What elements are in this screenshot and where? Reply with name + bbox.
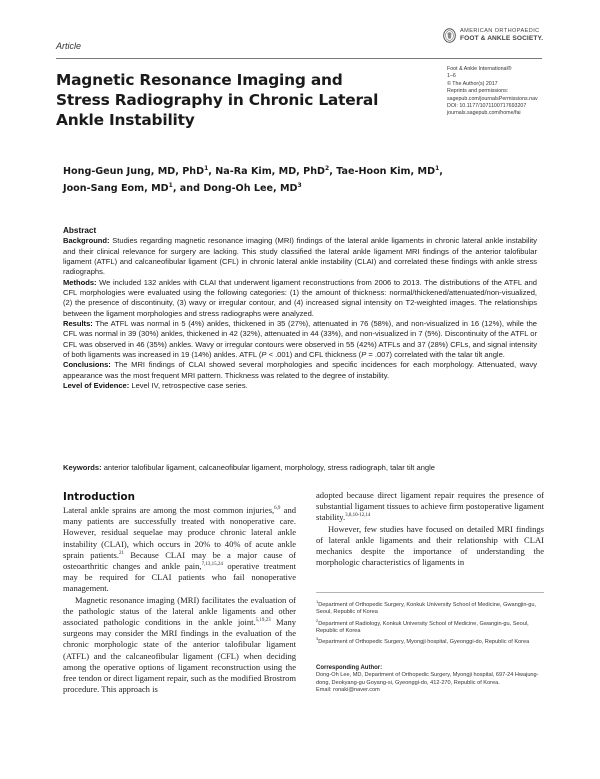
text: Because CLAI may be a major cause of osteoarthritic changes and ankle pain,	[63, 549, 296, 572]
affiliation	[316, 635, 544, 646]
society-seal-icon	[443, 28, 456, 43]
abstract-methods	[63, 278, 537, 319]
level-text: Level IV, retrospective case series.	[131, 381, 248, 391]
author-separator: ,	[439, 166, 443, 178]
text: Lateral ankle sprains are among the most common injuries,	[63, 505, 275, 515]
affiliation-mark: 1	[204, 165, 209, 172]
abstract-conclusions	[63, 360, 537, 381]
keywords	[63, 463, 543, 473]
affiliation	[316, 617, 544, 636]
results-text: = .007) correlated with the talar tilt angle.	[366, 350, 505, 360]
text: Magnetic resonance imaging (MRI) facilitates the evaluation of the pathologic status of the lateral ankle ligaments and other associated pathologic conditions in the ankle joint.	[63, 594, 296, 628]
paragraph	[63, 505, 296, 595]
conclusions-label: Conclusions:	[63, 360, 111, 370]
article-type-label: Article	[56, 41, 82, 51]
corresponding-author	[316, 665, 544, 695]
doi-link[interactable]: DOI: 10.1177/1071100717693207	[447, 103, 527, 110]
citation[interactable]: 3,8,10-12,14	[345, 513, 371, 519]
paragraph	[63, 595, 296, 696]
title-line: Stress Radiography in Chronic Lateral	[56, 91, 379, 109]
permissions-link[interactable]: sagepub.com/journalsPermissions.nav	[447, 95, 538, 102]
affiliation-text: Department of Radiology, Konkuk University School of Medicine, Gwangin-gu, Seoul, Republic of Korea	[316, 620, 529, 634]
author-separator: ,	[329, 166, 337, 178]
results-label: Results:	[63, 319, 93, 329]
corresponding-email[interactable]: Email: ronaki@naver.com	[316, 687, 380, 694]
keywords-label: Keywords:	[63, 463, 102, 472]
affiliation	[316, 598, 544, 617]
conclusions-text: The MRI findings of CLAI showed several morphologies and specific incidences for each morphology. Attenuated, wavy appearance was the most frequent MRI pattern. Thickness was related to the degree of instability.	[63, 360, 537, 380]
citation[interactable]: 5,19,23	[255, 618, 271, 624]
author-name: Tae-Hoon Kim, MD	[336, 166, 436, 178]
abstract-background	[63, 236, 537, 277]
affiliation-text: Department of Orthopedic Surgery, Konkuk University School of Medicine, Gwangjin-gu, Seoul, Republic of Korea	[316, 601, 537, 616]
journal-info	[447, 66, 538, 118]
author-separator: ,	[208, 166, 216, 178]
copyright: © The Author(s) 2017	[447, 80, 498, 87]
paragraph	[316, 490, 544, 524]
citation[interactable]: 21	[118, 550, 124, 556]
text: adopted because direct ligament repair requires the presence of substantial ligament tissues to achieve firm postoperative ligament stability.	[316, 490, 544, 523]
reprints-label: Reprints and permissions:	[447, 88, 509, 95]
affiliations	[316, 598, 544, 647]
text: Many surgeons may consider the MRI findings in the evaluation of the chronic morphologic state of the anterior talofibular ligament (ATFL) and the calcaneofibular ligament (CFL) when deciding among the operative options of ligament reconstruction using the free tendon or direct ligament repair, such as the modified Brostrom procedure. This approach is	[63, 617, 297, 695]
title-line: Magnetic Resonance Imaging and	[56, 71, 343, 89]
keywords-text: anterior talofibular ligament, calcaneofibular ligament, morphology, stress radiograph, talar tilt angle	[103, 463, 435, 472]
affiliation-number: 3	[316, 636, 319, 642]
logo-line-1: AMERICAN ORTHOPAEDIC	[460, 28, 540, 34]
abstract-heading: Abstract	[63, 226, 97, 235]
author-name: Dong-Oh Lee, MD	[203, 183, 298, 195]
author-name: Joon-Sang Eom, MD	[63, 183, 169, 195]
methods-text: We included 132 ankles with CLAI that underwent ligament reconstructions from 2006 to 2013. The distributions of the ATFL and CFL morphologies were evaluated using the following categories: (1) the amount of thickness: normal/thickened/attenuated/non-visualized, (2) the presence of discontinuity, (3) wavy or irregular contour, and (4) increased signal intensity on T2-weighted images. The relationships between the ligament morphologies and stress radiographs were analyzed.	[63, 277, 537, 318]
article-title	[56, 70, 386, 130]
affiliation-mark: 1	[435, 165, 440, 172]
introduction-heading: Introduction	[63, 491, 135, 503]
paragraph: However, few studies have focused on detailed MRI findings of lateral ankle ligaments and their relationship with CLAI mechanics despite the importance of understanding the morphologic characteristics of ligaments in	[316, 523, 544, 568]
abstract-results	[63, 319, 537, 360]
background-label: Background:	[63, 236, 110, 246]
affiliation-mark: 1	[168, 182, 173, 190]
results-text: < .001) and CFL thickness (	[266, 350, 362, 360]
body-column-right	[316, 490, 544, 568]
affiliation-mark: 2	[325, 165, 330, 172]
background-text: Studies regarding magnetic resonance imaging (MRI) findings of the lateral ankle ligaments in chronic lateral ankle instability and their clinical relevance for surgery are lacking. This study classified the lateral ankle ligament MRI findings of the anterior talofibular ligament (ATFL) and calcaneofibular ligament (CFL) in chronic lateral ankle instability (CLAI) and correlated these findings with ankle stress radiographs.	[63, 236, 537, 277]
society-logo	[443, 27, 543, 43]
p-value-symbol: P	[261, 350, 267, 360]
journal-home-link[interactable]: journals.sagepub.com/home/fai	[447, 110, 521, 117]
logo-line-2: FOOT & ANKLE SOCIETY.	[460, 35, 544, 42]
citation[interactable]: 6,9	[274, 506, 281, 512]
affiliation-mark: 3	[297, 182, 302, 190]
citation[interactable]: 7,13,15,24	[201, 562, 223, 568]
abstract	[63, 226, 537, 392]
header-divider	[56, 58, 542, 59]
methods-label: Methods:	[63, 277, 97, 287]
text: operative treatment may be required for CLAI patients who fail nonoperative management.	[63, 561, 296, 594]
results-text: The ATFL was normal in 5 (4%) ankles, thickened in 35 (27%), attenuated in 76 (58%), and non-visualized in 16 (12%), while the CFL was normal in 39 (30%) ankles, thickened in 42 (32%), attenuated in 44 (33%), and non-visualized in 7 (5%). Discontinuity of the ATFL or CFL was observed in 46 (35%) ankles. Wavy or irregular contours were observed in 55 (42%) ATFLs and 37 (28%) CFLs, and signal intensity of both ligaments was increased in 19 (14%) ankles. ATFL (	[63, 319, 537, 360]
page-range: 1–6	[447, 73, 456, 80]
corresponding-heading: Corresponding Author:	[316, 665, 383, 671]
corresponding-address: Dong-Oh Lee, MD, Department of Orthopedic Surgery, Myongji hospital, 697-24 Hwajung-dong, Deokyang-gu Goyang-si, Gyeonggi-do, 412-270, Republic of Korea.	[316, 672, 539, 686]
affiliation-text: Department of Orthopedic Surgery, Myongji hospital, Gyeonggi-do, Republic of Korea	[318, 639, 530, 646]
footnote-divider	[316, 592, 544, 593]
affiliation-number: 2	[316, 617, 319, 623]
p-value-symbol: P	[361, 350, 367, 360]
author-name: Hong-Geun Jung, MD, PhD	[63, 166, 205, 178]
author-list	[63, 162, 543, 196]
affiliation-number: 1	[316, 599, 319, 604]
abstract-level-of-evidence	[63, 381, 537, 391]
journal-name: Foot & Ankle International®	[447, 66, 512, 72]
level-label: Level of Evidence:	[63, 381, 130, 391]
author-name: Na-Ra Kim, MD, PhD	[215, 166, 325, 178]
body-column-left	[63, 505, 296, 695]
author-separator: , and	[172, 183, 204, 195]
text: and many patients are successfully treated with nonoperative care. However, residual sequelae may produce chronic lateral ankle instability (CLAI), which occurs in 20% to 40% of acute ankle sprain patients.	[63, 505, 296, 560]
title-line: Ankle Instability	[56, 111, 195, 129]
